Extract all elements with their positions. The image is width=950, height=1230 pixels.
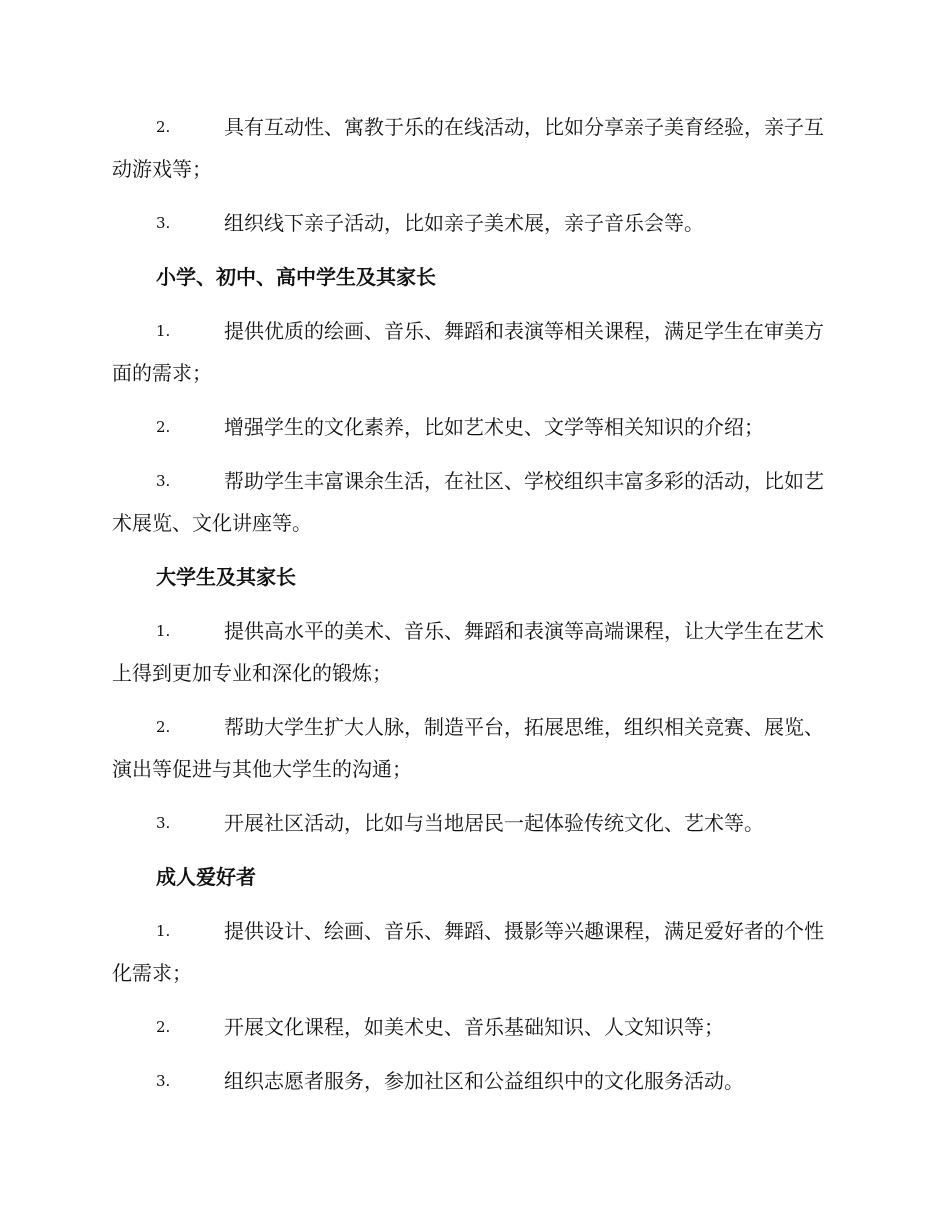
list-item <box>112 610 834 694</box>
list-item <box>112 1006 834 1048</box>
list-item <box>112 706 834 790</box>
list-item <box>112 1060 834 1102</box>
list-item <box>112 202 834 244</box>
list-item <box>112 406 834 448</box>
list-item <box>112 106 834 190</box>
list-text: 增强学生的文化素养，比如艺术史、文学等相关知识的介绍； <box>224 415 764 439</box>
list-number: 3. <box>156 1072 171 1090</box>
list-item <box>112 802 834 844</box>
section-heading: 成人爱好者 <box>156 865 256 889</box>
section-heading: 大学生及其家长 <box>156 565 296 589</box>
list-text: 提供优质的绘画、音乐、舞蹈和表演等相关课程，满足学生在审美方面的需求； <box>112 319 824 385</box>
list-number: 2. <box>156 1018 171 1036</box>
document-body <box>112 106 834 1114</box>
list-number: 3. <box>156 814 171 832</box>
section-heading: 小学、初中、高中学生及其家长 <box>156 265 436 289</box>
list-item <box>112 310 834 394</box>
list-text: 帮助学生丰富课余生活，在社区、学校组织丰富多彩的活动，比如艺术展览、文化讲座等。 <box>112 469 824 535</box>
list-item <box>112 460 834 544</box>
list-number: 2. <box>156 118 171 136</box>
list-text: 帮助大学生扩大人脉，制造平台，拓展思维，组织相关竞赛、展览、演出等促进与其他大学生的沟通； <box>112 715 824 781</box>
list-number: 1. <box>156 922 171 940</box>
list-item <box>112 910 834 994</box>
list-number: 3. <box>156 472 171 490</box>
list-number: 1. <box>156 622 171 640</box>
list-text: 提供高水平的美术、音乐、舞蹈和表演等高端课程，让大学生在艺术上得到更加专业和深化的锻炼； <box>112 619 824 685</box>
list-text: 组织志愿者服务，参加社区和公益组织中的文化服务活动。 <box>224 1069 744 1093</box>
list-text: 具有互动性、寓教于乐的在线活动，比如分享亲子美育经验，亲子互动游戏等； <box>112 115 824 181</box>
list-text: 组织线下亲子活动，比如亲子美术展，亲子音乐会等。 <box>224 211 704 235</box>
list-number: 3. <box>156 214 171 232</box>
list-text: 开展社区活动，比如与当地居民一起体验传统文化、艺术等。 <box>224 811 764 835</box>
list-text: 开展文化课程，如美术史、音乐基础知识、人文知识等； <box>224 1015 724 1039</box>
list-number: 2. <box>156 718 171 736</box>
list-number: 2. <box>156 418 171 436</box>
list-number: 1. <box>156 322 171 340</box>
list-text: 提供设计、绘画、音乐、舞蹈、摄影等兴趣课程，满足爱好者的个性化需求； <box>112 919 824 985</box>
